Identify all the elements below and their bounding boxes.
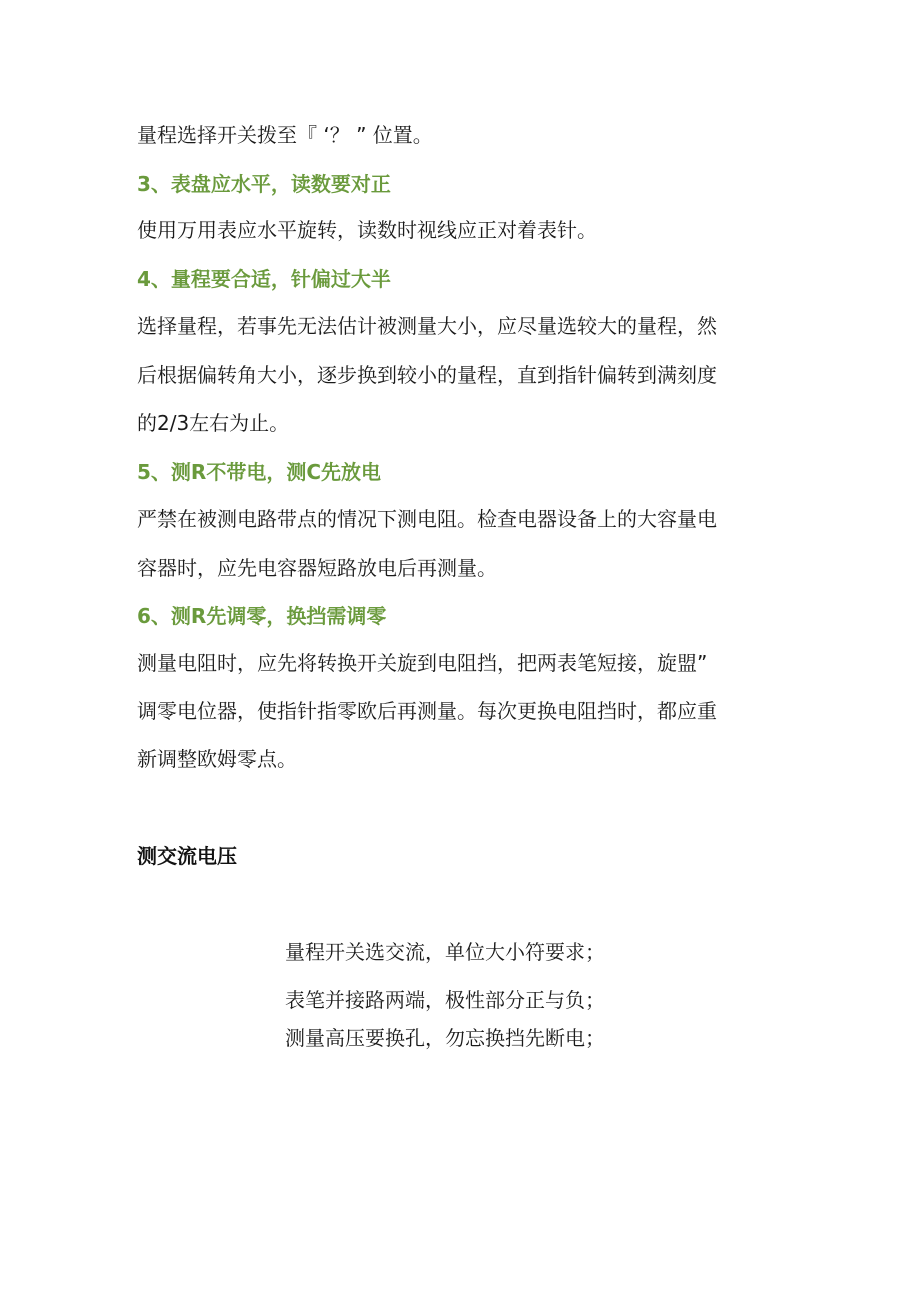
rule-4-body-line-1: 选择量程，若事先无法估计被测量大小，应尽量选较大的量程，然: [137, 314, 717, 338]
rule-6-heading: 6、测R先调零，换挡需调零: [137, 604, 387, 628]
rule-5-body-line-1: 严禁在被测电路带点的情况下测电阻。检查电器设备上的大容量电: [137, 507, 717, 531]
verse-line-2: 表笔并接路两端，极性部分正与负；: [285, 988, 605, 1012]
rule-3-heading: 3、表盘应水平，读数要对正: [137, 172, 391, 196]
rule-6-body-line-2: 调零电位器，使指针指零欧后再测量。每次更换电阻挡时，都应重: [137, 699, 717, 723]
rule-6-body-line-1: 测量电阻时，应先将转换开关旋到电阻挡，把两表笔短接，旋盟”: [137, 651, 708, 675]
rule-5-heading: 5、测R不带电，测C先放电: [137, 460, 381, 484]
rule-3-body-line-1: 使用万用表应水平旋转，读数时视线应正对着表针。: [137, 218, 597, 242]
rule-5-body-line-2: 容器时，应先电容器短路放电后再测量。: [137, 556, 497, 580]
verse-line-1: 量程开关选交流，单位大小符要求；: [285, 940, 605, 964]
intro-line: 量程选择开关拨至『 ‘？ ” 位置。: [137, 123, 433, 147]
rule-4-heading: 4、量程要合适，针偏过大半: [137, 267, 391, 291]
section-title: 测交流电压: [137, 844, 237, 868]
verse-line-3: 测量高压要换孔，勿忘换挡先断电；: [285, 1026, 605, 1050]
rule-6-body-line-3: 新调整欧姆零点。: [137, 747, 297, 771]
rule-4-body-line-3: 的2/3左右为止。: [137, 411, 290, 435]
rule-4-body-line-2: 后根据偏转角大小，逐步换到较小的量程，直到指针偏转到满刻度: [137, 363, 717, 387]
